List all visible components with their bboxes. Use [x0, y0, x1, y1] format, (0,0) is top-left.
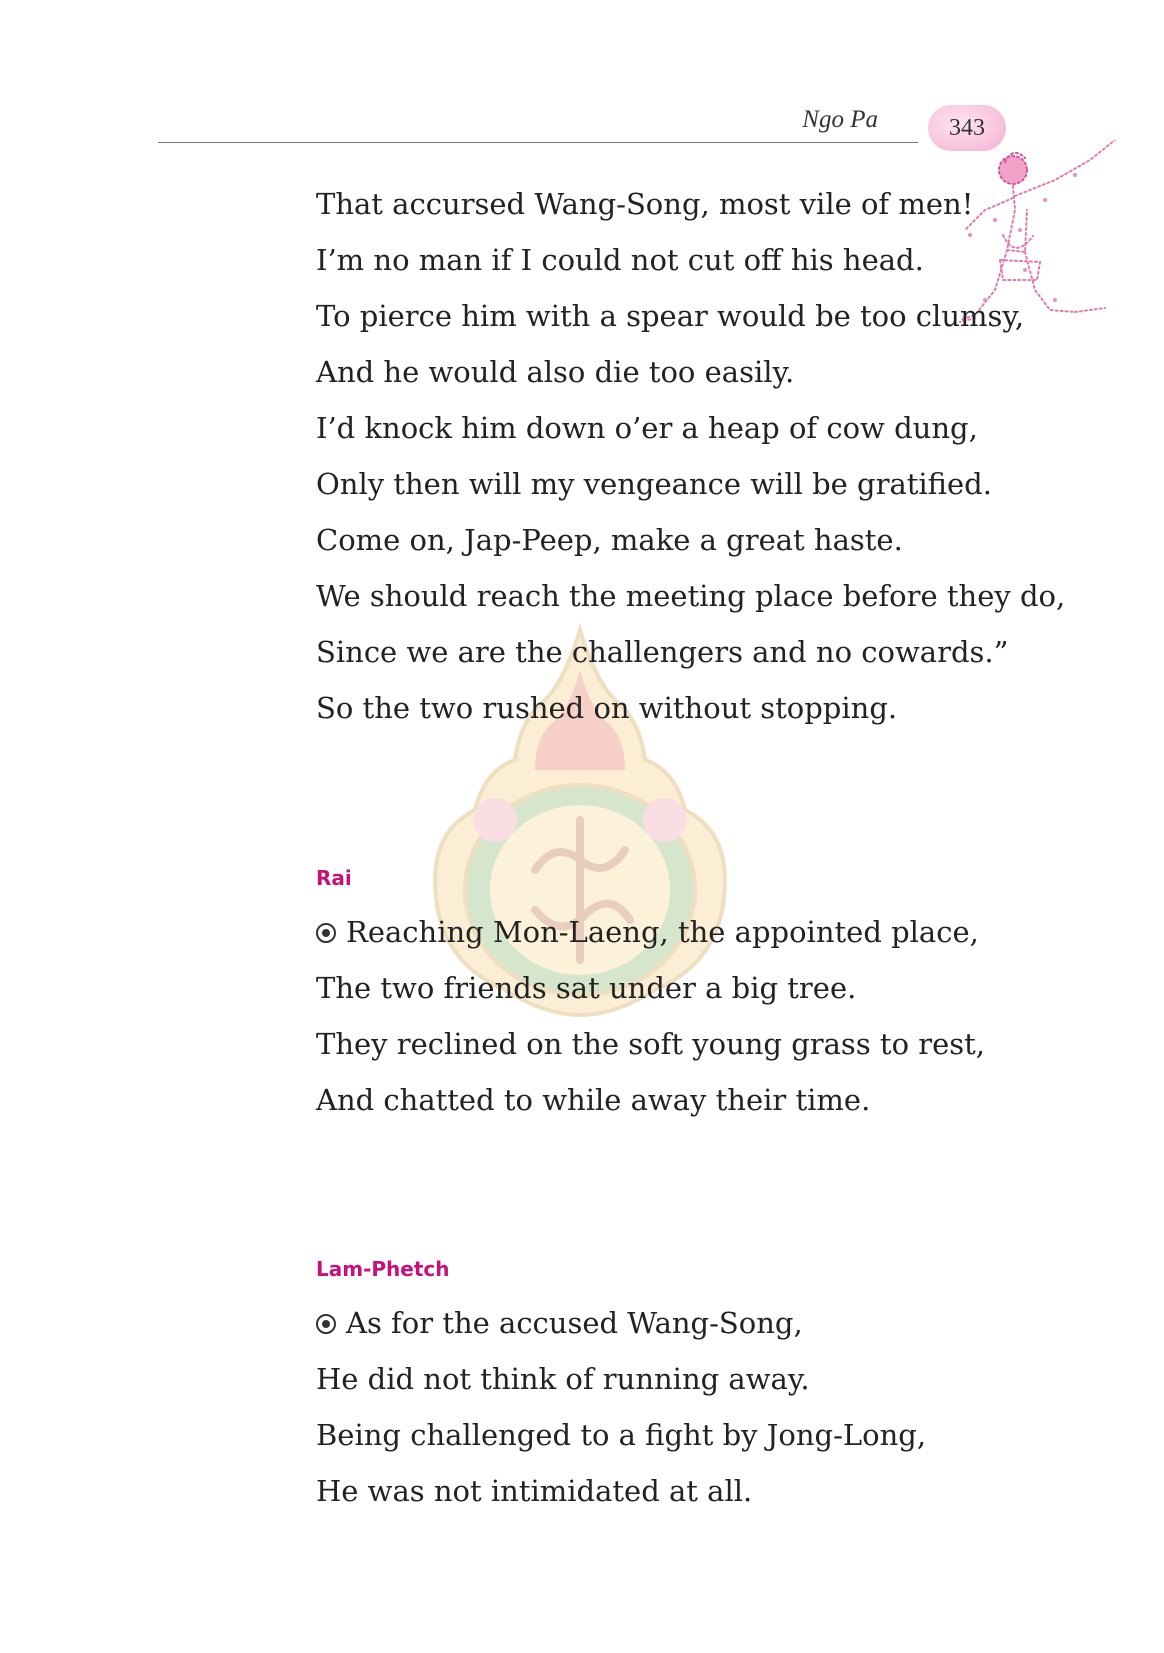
speaker-label: Lam-Phetch [316, 1257, 450, 1281]
verse-line: That accursed Wang-Song, most vile of men! [316, 187, 974, 221]
verse-section-2 [316, 904, 1036, 1128]
verse-line-text: Reaching Mon-Laeng, the appointed place, [346, 915, 979, 949]
verse-line: And chatted to while away their time. [316, 1083, 871, 1117]
verse-line: I’d knock him down o’er a heap of cow dung, [316, 411, 978, 445]
page-number: 343 [949, 114, 985, 141]
verse-line: I’m no man if I could not cut off his head. [316, 243, 924, 277]
verse-line: He did not think of running away. [316, 1362, 810, 1396]
verse-line: Come on, Jap-Peep, make a great haste. [316, 523, 903, 557]
circled-dot-icon [316, 1314, 336, 1334]
verse-section-3 [316, 1295, 1036, 1519]
header-rule [158, 142, 918, 143]
verse-line: Being challenged to a fight by Jong-Long, [316, 1418, 927, 1452]
page-header [158, 100, 1028, 160]
verse-line: They reclined on the soft young grass to rest, [316, 1027, 986, 1061]
circled-dot-icon [316, 923, 336, 943]
verse-line: Since we are the challengers and no cowards.” [316, 635, 1009, 669]
verse-line-text: As for the accused Wang-Song, [346, 1306, 803, 1340]
verse-line: And he would also die too easily. [316, 355, 795, 389]
verse-line: So the two rushed on without stopping. [316, 691, 898, 725]
running-title: Ngo Pa [802, 106, 878, 133]
verse-line-first [316, 1295, 1036, 1351]
verse-line-first [316, 904, 1036, 960]
verse-section-1 [316, 176, 1066, 736]
verse-line: To pierce him with a spear would be too clumsy, [316, 299, 1025, 333]
verse-line: He was not intimidated at all. [316, 1474, 753, 1508]
verse-line: The two friends sat under a big tree. [316, 971, 857, 1005]
verse-line: Only then will my vengeance will be gratified. [316, 467, 992, 501]
verse-line: We should reach the meeting place before they do, [316, 579, 1066, 613]
speaker-label: Rai [316, 866, 352, 890]
